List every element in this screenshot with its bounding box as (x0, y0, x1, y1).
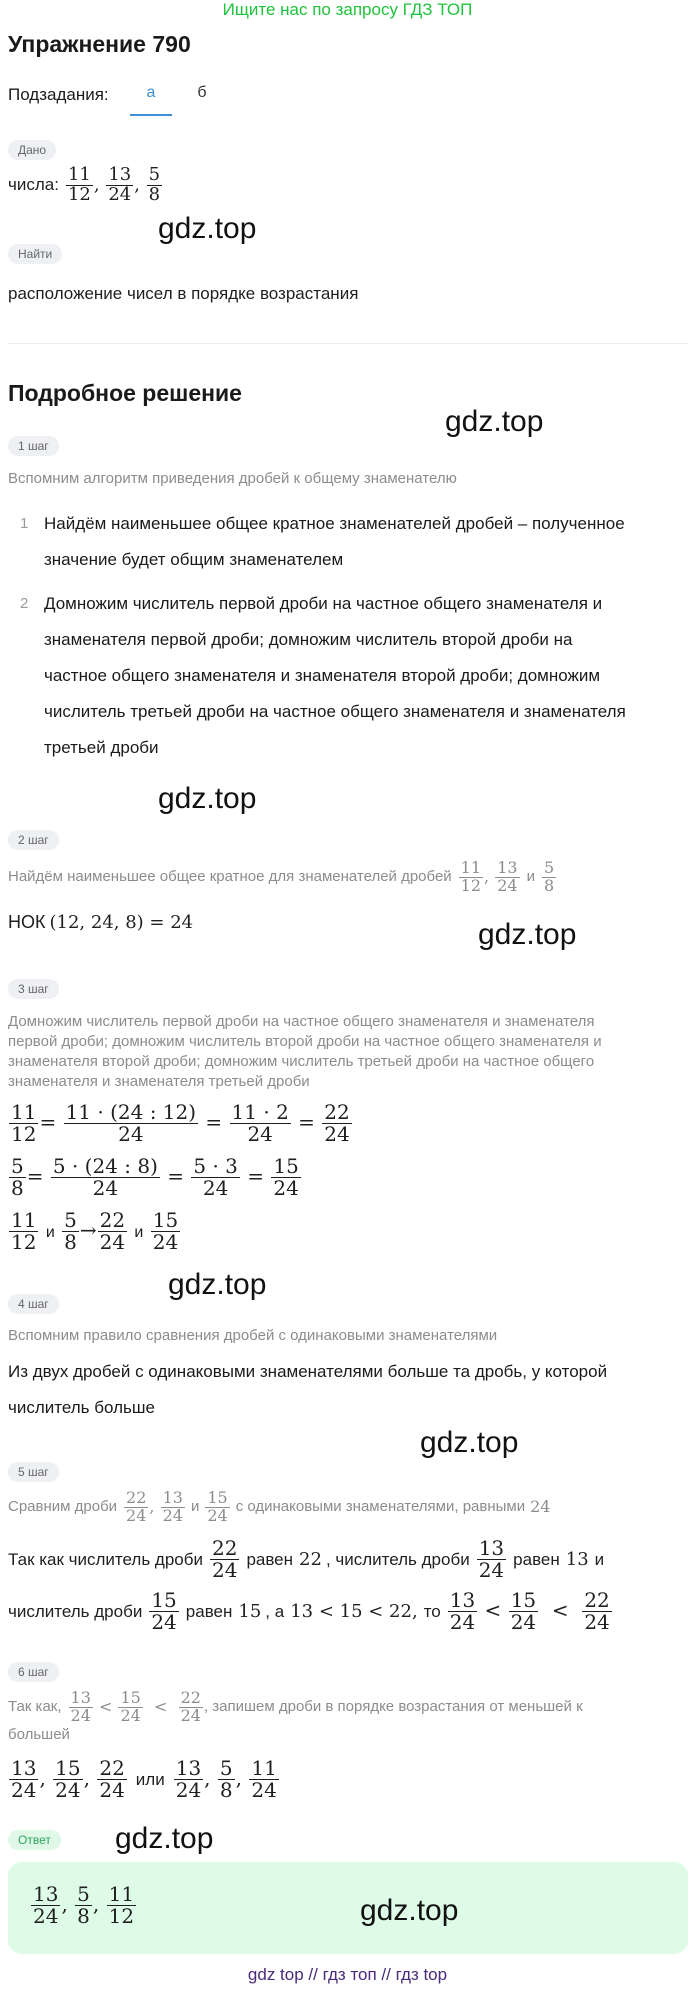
step-2-caption: Найдём наименьшее общее кратное для знаменателей дробей $\frac{11}{12}$ , $\frac{13}{24}$ и $\frac{5}{8}$ (8, 858, 555, 895)
step-3-equation-1: $\frac{11}{12}$ = $\frac{11 \cdot (24 : 12)}{24}$ = $\frac{11 \cdot 2}{24}$ = $\frac{22}{24}$ (11, 1100, 350, 1146)
given-fractions: $\frac{11}{12}$ , $\frac{13}{24}$ , $\frac{5}{8}$ (67, 164, 161, 205)
step-4-pill: 4 шаг (8, 1294, 59, 1314)
step-6-result: $\frac{13}{24}$ , $\frac{15}{24}$ , $\frac{22}{24}$ или $\frac{13}{24}$ , $\frac{5}{8}$ , $\frac{11}{24}$ (11, 1756, 277, 1802)
watermark: gdz.top (168, 1268, 267, 1301)
given-numbers (8, 166, 163, 205)
watermark: gdz.top (158, 212, 257, 245)
step-5-caption: Сравним дроби $\frac{22}{24}$ , $\frac{13}{24}$ и $\frac{15}{24}$ с одинаковыми знаменателями, равными 24 (8, 1488, 551, 1525)
page-title: Упражнение 790 (8, 31, 191, 57)
step-4-caption: Вспомним правило сравнения дробей с одинаковыми знаменателями (8, 1327, 498, 1344)
find-text: расположение чисел в порядке возрастания (8, 284, 359, 303)
list-item: 1 Найдём наименьшее общее кратное знаменателей дробей – полученное значение будет общим знаменателем (20, 514, 625, 569)
step-2-nok: НОК (12, 24, 8) = 24 (8, 912, 194, 933)
step-1-list (20, 506, 690, 766)
find-pill: Найти (8, 244, 62, 264)
watermark: gdz.top (360, 1894, 459, 1927)
step-5-pill: 5 шаг (8, 1462, 59, 1482)
step-1-pill: 1 шаг (8, 436, 59, 456)
step-3-equation-3: $\frac{11}{12}$ и $\frac{5}{8}$ → $\frac{22}{24}$ и $\frac{15}{24}$ (11, 1208, 179, 1254)
step-3-pill: 3 шаг (8, 979, 59, 999)
step-6-caption: Так как, $\frac{13}{24}$ < $\frac{15}{24}$ < $\frac{22}{24}$ , запишем дроби в порядке возрастания от меньшей к большей (8, 1688, 583, 1743)
step-6-pill: 6 шаг (8, 1662, 59, 1682)
given-pill: Дано (8, 140, 56, 160)
search-hint-banner: Ищите нас по запросу ГДЗ ТОП (222, 0, 473, 19)
answer-pill: Ответ (8, 1830, 61, 1850)
tab-subtask-b[interactable]: б (197, 84, 207, 101)
step-5-line-2: числитель дроби $\frac{15}{24}$ равен 15 , а 13 < 15 < 22, то $\frac{13}{24}$ < $\frac{15}{24}$ < $\frac{22}{24}$ (8, 1588, 610, 1634)
given-prefix: числа: (8, 175, 59, 195)
footer-links[interactable]: gdz top // гдз топ // гдз top (247, 1965, 448, 1984)
step-3-equation-2: $\frac{5}{8}$ = $\frac{5 \cdot (24 : 8)}{24}$ = $\frac{5 \cdot 3}{24}$ = $\frac{15}{24}$ (11, 1154, 299, 1200)
step-5-line-1: Так как числитель дроби $\frac{22}{24}$ равен 22 , числитель дроби $\frac{13}{24}$ равен 13 и (8, 1536, 605, 1582)
watermark: gdz.top (420, 1426, 519, 1459)
watermark: gdz.top (445, 405, 544, 438)
solution-title: Подробное решение (8, 380, 242, 406)
subtasks-label: Подзадания: (8, 85, 109, 104)
section-divider (8, 343, 688, 344)
step-2-pill: 2 шаг (8, 830, 59, 850)
list-item: 2 Домножим числитель первой дроби на частное общего знаменателя и знаменателя первой дроби; домножим числитель второй дроби на частное общего знаменателя и знаменателя второй дроби; домножим числитель третьей дроби на частное общего знаменателя и знаменателя третьей дроби (20, 594, 626, 757)
watermark: gdz.top (478, 918, 577, 951)
step-3-caption: Домножим числитель первой дроби на частное общего знаменателя и знаменателя первой дроби; домножим числитель второй дроби на частное общего знаменателя и знаменателя второй дроби; домножим числитель третьей дроби на частное общего знаменателя и знаменателя третьей дроби (8, 1013, 602, 1090)
watermark: gdz.top (158, 782, 257, 815)
step-4-rule: Из двух дробей с одинаковыми знаменателями больше та дробь, у которой числитель больше (8, 1362, 608, 1417)
answer-fractions: $\frac{13}{24}$ , $\frac{5}{8}$ , $\frac{11}{12}$ (33, 1882, 135, 1928)
tab-subtask-a[interactable]: а (130, 84, 172, 116)
watermark: gdz.top (115, 1822, 214, 1855)
step-1-caption: Вспомним алгоритм приведения дробей к общему знаменателю (8, 470, 457, 487)
